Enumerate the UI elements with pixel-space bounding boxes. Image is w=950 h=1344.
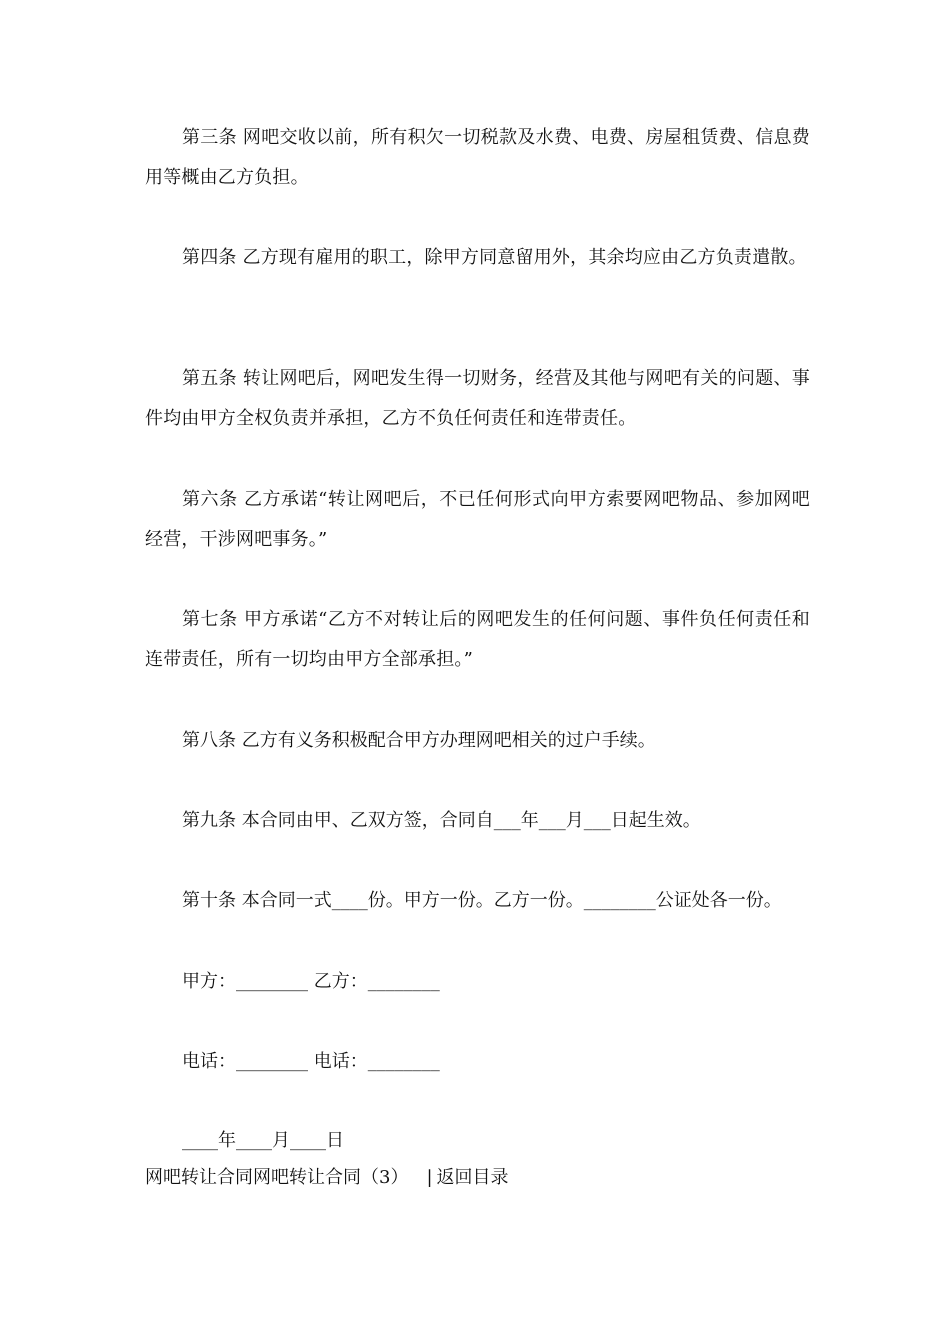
signature-date: ____年____月____日 — [182, 1130, 344, 1151]
back-to-contents-link[interactable]: 返回目录 — [436, 1167, 509, 1188]
signature-phones: 电话：________ 电话：________ — [182, 1051, 440, 1072]
footer-separator: | — [426, 1167, 433, 1188]
clause-5: 第五条 转让网吧后，网吧发生得一切财务，经营及其他与网吧有关的问题、事件均由甲方全权负责并承担，乙方不负任何责任和连带责任。 — [145, 368, 810, 429]
clause-6: 第六条 乙方承诺“转让网吧后，不已任何形式向甲方索要网吧物品、参加网吧经营，干涉网吧事务。” — [145, 489, 810, 550]
clause-8: 第八条 乙方有义务积极配合甲方办理网吧相关的过户手续。 — [182, 730, 656, 751]
footer-nav — [145, 1162, 509, 1194]
clause-10: 第十条 本合同一式____份。甲方一份。乙方一份。________公证处各一份。 — [182, 890, 782, 911]
clause-4: 第四条 乙方现有雇用的职工，除甲方同意留用外，其余均应由乙方负责遣散。 — [182, 247, 807, 268]
signature-parties: 甲方：________ 乙方：________ — [182, 971, 440, 992]
clause-7: 第七条 甲方承诺“乙方不对转让后的网吧发生的任何问题、事件负任何责任和连带责任，所有一切均由甲方全部承担。” — [145, 609, 810, 670]
clause-3: 第三条 网吧交收以前，所有积欠一切税款及水费、电费、房屋租赁费、信息费用等概由乙方负担。 — [145, 127, 810, 188]
clause-9: 第九条 本合同由甲、乙双方签，合同自___年___月___日起生效。 — [182, 810, 701, 831]
document-title-link[interactable]: 网吧转让合同网吧转让合同（3） — [145, 1167, 409, 1188]
